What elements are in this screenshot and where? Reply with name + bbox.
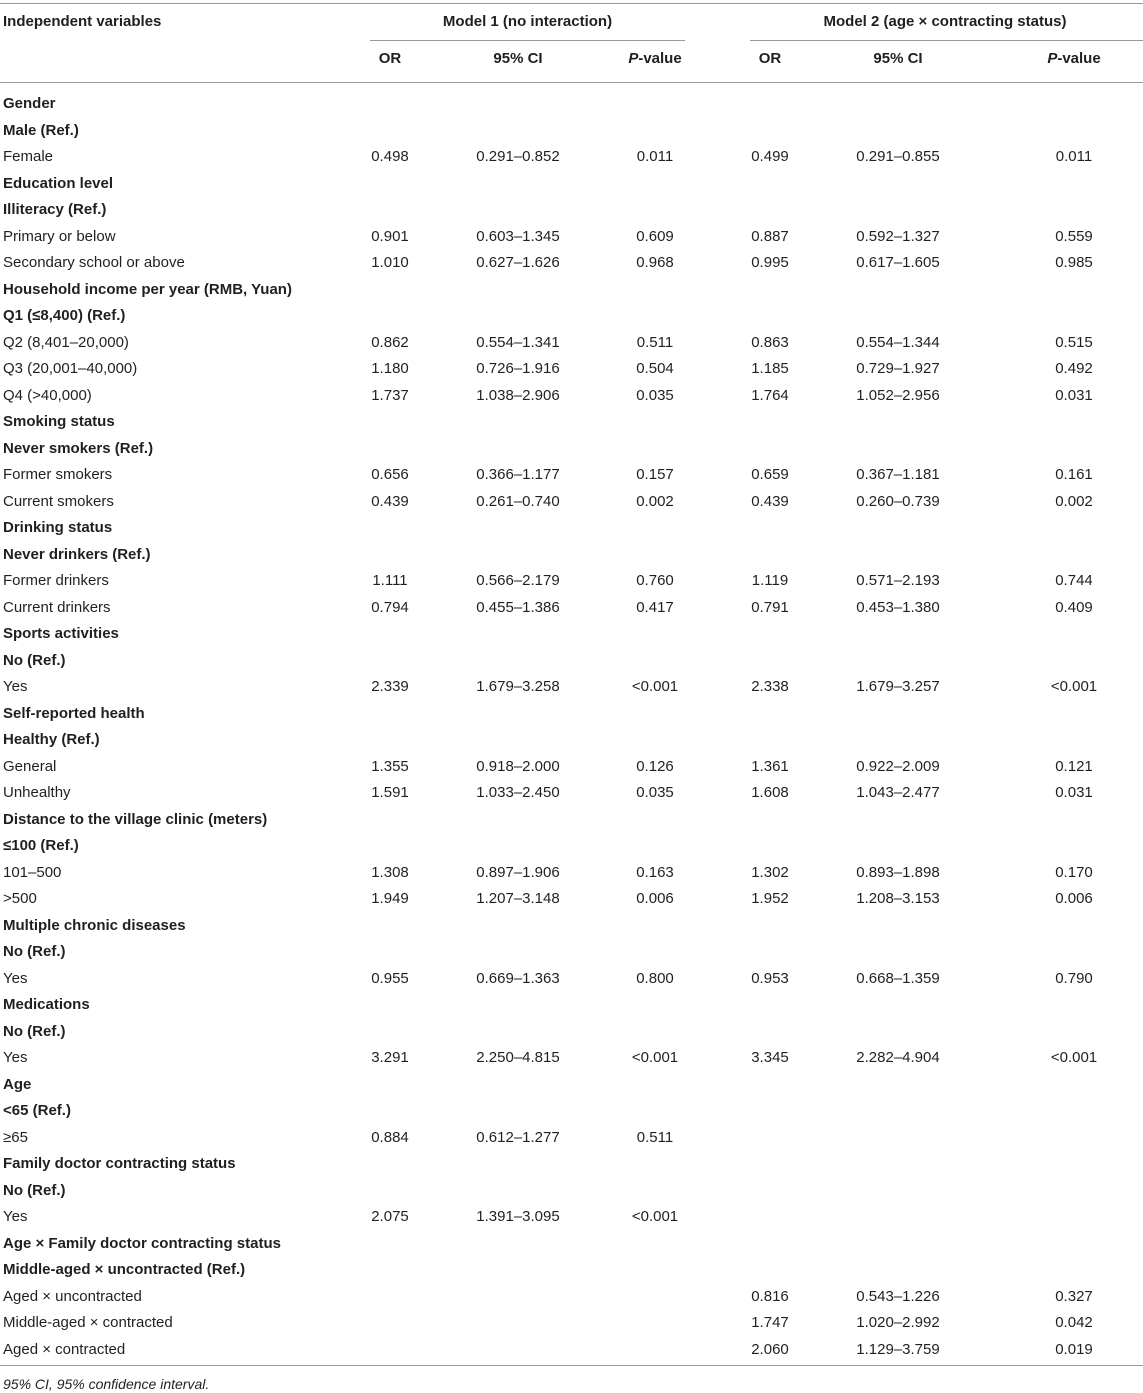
row-label: Yes <box>3 969 28 987</box>
cell-m2-ci: 0.592–1.327 <box>856 227 940 245</box>
cell-m2-or: 1.119 <box>751 572 789 589</box>
table-row <box>0 625 1143 652</box>
table-row <box>0 546 1143 573</box>
cell-m1-ci: 0.366–1.177 <box>476 466 560 483</box>
row-group-label: No (Ref.) <box>3 1022 66 1040</box>
cell-m2-or: 0.995 <box>751 254 789 271</box>
table-row <box>0 201 1143 228</box>
table-row <box>0 175 1143 202</box>
cell-m1-ci: 0.603–1.345 <box>476 227 560 245</box>
cell-m2-ci: 1.129–3.759 <box>856 1340 940 1358</box>
cell-m2-ci: 0.617–1.605 <box>856 254 940 271</box>
row-label: Aged × uncontracted <box>3 1287 142 1305</box>
row-label: ≥65 <box>3 1128 28 1146</box>
table-row <box>0 1288 1143 1315</box>
header-ci-m2: 95% CI <box>873 50 923 67</box>
cell-m2-ci: 0.554–1.344 <box>856 333 940 351</box>
table-row <box>0 1182 1143 1209</box>
cell-m1-p: 0.011 <box>636 148 674 165</box>
cell-m1-p: 0.035 <box>636 386 674 404</box>
cell-m2-or: 1.608 <box>751 784 789 801</box>
row-group-label: Age <box>3 1075 32 1093</box>
cell-m2-or: 1.361 <box>751 757 789 775</box>
cell-m2-or: 0.953 <box>751 969 789 987</box>
cell-m2-or: 0.863 <box>751 333 789 351</box>
cell-m1-or: 1.010 <box>371 254 409 271</box>
cell-m1-ci: 0.566–2.179 <box>476 572 560 589</box>
header-or-m2: OR <box>758 50 782 67</box>
cell-m2-or: 1.747 <box>751 1314 789 1331</box>
cell-m2-or: 1.952 <box>751 890 789 907</box>
row-label: Q2 (8,401–20,000) <box>3 333 129 351</box>
cell-m2-p: <0.001 <box>1050 678 1098 695</box>
cell-m2-or: 0.887 <box>751 227 789 245</box>
cell-m1-or: 1.591 <box>371 784 409 801</box>
row-group-label: No (Ref.) <box>3 651 66 669</box>
row-label: Yes <box>3 678 28 695</box>
cell-m2-or: 0.659 <box>751 466 789 483</box>
header-p-m2: P-value <box>1047 50 1101 67</box>
cell-m1-or: 0.656 <box>371 466 409 483</box>
cell-m2-p: 0.161 <box>1055 466 1093 483</box>
cell-m2-or: 2.338 <box>751 678 789 695</box>
cell-m2-ci: 0.543–1.226 <box>856 1287 940 1305</box>
cell-m1-ci: 0.455–1.386 <box>476 598 560 616</box>
cell-m1-p: <0.001 <box>631 1208 679 1225</box>
table-row <box>0 837 1143 864</box>
cell-m2-ci: 1.043–2.477 <box>856 784 940 801</box>
cell-m1-or: 1.949 <box>371 890 409 907</box>
table-row <box>0 1049 1143 1076</box>
table-row <box>0 678 1143 705</box>
row-group-label: Male (Ref.) <box>3 121 79 139</box>
table-row <box>0 493 1143 520</box>
cell-m1-p: 0.006 <box>636 890 674 907</box>
cell-m1-or: 3.291 <box>371 1049 409 1066</box>
row-group-label: Household income per year (RMB, Yuan) <box>3 280 292 298</box>
cell-m2-p: 0.042 <box>1055 1314 1093 1331</box>
row-group-label: Education level <box>3 174 114 192</box>
cell-m2-p: 0.744 <box>1055 572 1093 589</box>
table-row <box>0 758 1143 785</box>
table-row <box>0 1261 1143 1288</box>
table-row <box>0 122 1143 149</box>
cell-m2-ci: 0.571–2.193 <box>856 572 940 589</box>
row-label: Former smokers <box>3 466 113 483</box>
cell-m2-or: 3.345 <box>751 1049 789 1066</box>
top-rule <box>0 3 1143 4</box>
cell-m2-p: 0.002 <box>1055 492 1093 510</box>
header-model2: Model 2 (age × contracting status) <box>823 13 1067 30</box>
cell-m1-ci: 0.726–1.916 <box>476 360 560 377</box>
row-group-label: Family doctor contracting status <box>3 1155 236 1172</box>
table-row <box>0 784 1143 811</box>
cell-m2-ci: 2.282–4.904 <box>856 1049 940 1066</box>
cell-m1-or: 1.111 <box>372 572 408 589</box>
cell-m2-p: 0.031 <box>1055 386 1093 404</box>
row-group-label: Never smokers (Ref.) <box>3 439 154 457</box>
cell-m2-ci: 0.729–1.927 <box>856 360 940 377</box>
table-row <box>0 917 1143 944</box>
cell-m2-p: <0.001 <box>1050 1049 1098 1066</box>
row-label: Primary or below <box>3 227 116 245</box>
table-row <box>0 1208 1143 1235</box>
row-label: Yes <box>3 1049 28 1066</box>
cell-m2-ci: 0.668–1.359 <box>856 969 940 987</box>
cell-m1-p: 0.968 <box>636 254 674 271</box>
table-row <box>0 413 1143 440</box>
cell-m2-p: 0.011 <box>1055 148 1093 165</box>
cell-m2-p: 0.006 <box>1055 890 1093 907</box>
cell-m1-ci: 0.627–1.626 <box>476 254 560 271</box>
cell-m1-or: 0.884 <box>371 1128 409 1146</box>
cell-m2-or: 0.439 <box>751 492 789 510</box>
cell-m1-or: 1.308 <box>371 863 409 881</box>
row-label: Middle-aged × contracted <box>3 1314 173 1331</box>
cell-m2-ci: 0.291–0.855 <box>856 148 940 165</box>
cell-m1-or: 1.180 <box>371 360 409 377</box>
row-label: Unhealthy <box>3 784 71 801</box>
cell-m1-or: 0.955 <box>371 969 409 987</box>
row-label: Current drinkers <box>3 598 111 616</box>
cell-m1-or: 0.862 <box>371 333 409 351</box>
cell-m1-p: 0.511 <box>636 1128 674 1146</box>
header-or-m1: OR <box>378 50 402 67</box>
cell-m2-or: 0.499 <box>751 148 789 165</box>
cell-m1-p: 0.126 <box>636 757 674 775</box>
row-label: Aged × contracted <box>3 1340 126 1358</box>
row-label: Former drinkers <box>3 572 109 589</box>
cell-m1-ci: 1.207–3.148 <box>476 890 560 907</box>
cell-m1-ci: 0.261–0.740 <box>476 492 560 510</box>
row-group-label: Sports activities <box>3 625 119 642</box>
table-row <box>0 254 1143 281</box>
cell-m1-ci: 2.250–4.815 <box>476 1049 560 1066</box>
cell-m2-p: 0.985 <box>1055 254 1093 271</box>
table-row <box>0 307 1143 334</box>
cell-m2-ci: 0.367–1.181 <box>856 466 940 483</box>
cell-m1-p: 0.035 <box>636 784 674 801</box>
row-group-label: Medications <box>3 996 90 1013</box>
cell-m1-ci: 0.291–0.852 <box>476 148 560 165</box>
cell-m1-or: 0.498 <box>371 148 409 165</box>
cell-m1-ci: 1.038–2.906 <box>476 386 560 404</box>
model2-rule <box>750 40 1143 41</box>
cell-m1-or: 0.794 <box>371 598 409 616</box>
cell-m2-ci: 1.020–2.992 <box>856 1314 940 1331</box>
cell-m1-or: 1.355 <box>371 757 409 775</box>
table-row <box>0 1235 1143 1262</box>
row-group-label: Never drinkers (Ref.) <box>3 545 151 563</box>
cell-m2-ci: 0.922–2.009 <box>856 757 940 775</box>
row-group-label: No (Ref.) <box>3 943 66 960</box>
row-label: Female <box>3 148 54 165</box>
cell-m1-p: 0.504 <box>636 360 674 377</box>
cell-m1-p: 0.417 <box>636 598 674 616</box>
table-row <box>0 148 1143 175</box>
bottom-rule <box>0 1365 1143 1366</box>
row-label: Secondary school or above <box>3 254 185 271</box>
table-row <box>0 943 1143 970</box>
header-model1: Model 1 (no interaction) <box>442 13 613 30</box>
cell-m2-or: 1.185 <box>751 360 789 377</box>
cell-m2-or: 2.060 <box>751 1340 789 1358</box>
table-row <box>0 519 1143 546</box>
cell-m1-ci: 1.391–3.095 <box>476 1208 560 1225</box>
cell-m2-p: 0.559 <box>1055 227 1093 245</box>
row-group-label: Middle-aged × uncontracted (Ref.) <box>3 1261 246 1278</box>
row-group-label: Drinking status <box>3 519 113 536</box>
row-group-label: Multiple chronic diseases <box>3 916 186 934</box>
cell-m2-p: 0.121 <box>1055 757 1093 775</box>
cell-m2-ci: 1.208–3.153 <box>856 890 940 907</box>
table-row <box>0 572 1143 599</box>
row-group-label: ≤100 (Ref.) <box>3 837 79 854</box>
cell-m2-p: 0.327 <box>1055 1287 1093 1305</box>
row-label: >500 <box>3 890 37 907</box>
table-row <box>0 281 1143 308</box>
row-label: 101–500 <box>3 863 62 881</box>
cell-m1-or: 2.339 <box>371 678 409 695</box>
cell-m1-ci: 0.669–1.363 <box>476 969 560 987</box>
model1-rule <box>370 40 685 41</box>
cell-m2-or: 1.764 <box>751 386 789 404</box>
cell-m2-p: 0.019 <box>1055 1340 1093 1358</box>
cell-m1-or: 0.901 <box>371 227 409 245</box>
cell-m1-ci: 0.897–1.906 <box>476 863 560 881</box>
cell-m2-ci: 0.260–0.739 <box>856 492 940 510</box>
row-label: Q4 (>40,000) <box>3 386 92 404</box>
cell-m1-p: 0.609 <box>636 227 674 245</box>
row-group-label: No (Ref.) <box>3 1181 66 1199</box>
cell-m2-p: 0.409 <box>1055 598 1093 616</box>
cell-m2-or: 0.816 <box>751 1287 789 1305</box>
table-row <box>0 1314 1143 1341</box>
table-row <box>0 1076 1143 1103</box>
row-label: Q3 (20,001–40,000) <box>3 360 138 377</box>
cell-m1-ci: 1.679–3.258 <box>476 678 560 695</box>
row-group-label: Age × Family doctor contracting status <box>3 1234 281 1252</box>
table-row <box>0 228 1143 255</box>
cell-m1-ci: 1.033–2.450 <box>476 784 560 801</box>
cell-m1-p: 0.760 <box>636 572 674 589</box>
cell-m1-p: 0.157 <box>636 466 674 483</box>
header-p-m1: P-value <box>628 50 682 67</box>
row-label: Yes <box>3 1208 28 1225</box>
header-ci-m1: 95% CI <box>493 50 543 67</box>
table-row <box>0 334 1143 361</box>
header-independent-variables: Independent variables <box>3 13 162 30</box>
row-group-label: <65 (Ref.) <box>3 1102 71 1119</box>
table-row <box>0 970 1143 997</box>
table-row <box>0 705 1143 732</box>
cell-m1-p: 0.800 <box>636 969 674 987</box>
row-group-label: Healthy (Ref.) <box>3 731 100 748</box>
cell-m2-ci: 0.893–1.898 <box>856 863 940 881</box>
cell-m1-or: 1.737 <box>371 386 409 404</box>
row-label: Current smokers <box>3 492 114 510</box>
table-row <box>0 1155 1143 1182</box>
cell-m2-p: 0.492 <box>1055 360 1093 377</box>
cell-m2-ci: 1.052–2.956 <box>856 386 940 404</box>
row-group-label: Self-reported health <box>3 704 145 722</box>
table-row <box>0 811 1143 838</box>
table-row <box>0 466 1143 493</box>
cell-m1-p: 0.163 <box>636 863 674 881</box>
table-row <box>0 890 1143 917</box>
table-row <box>0 1102 1143 1129</box>
cell-m2-or: 0.791 <box>751 598 789 616</box>
table-row <box>0 731 1143 758</box>
table-row <box>0 1023 1143 1050</box>
cell-m1-ci: 0.918–2.000 <box>476 757 560 775</box>
row-group-label: Q1 (≤8,400) (Ref.) <box>3 307 126 324</box>
table-footnote: 95% CI, 95% confidence interval. <box>3 1376 210 1392</box>
table-row <box>0 599 1143 626</box>
table-row <box>0 864 1143 891</box>
cell-m1-p: 0.511 <box>636 333 674 351</box>
cell-m1-p: <0.001 <box>631 1049 679 1066</box>
cell-m1-or: 2.075 <box>371 1208 409 1225</box>
cell-m1-ci: 0.554–1.341 <box>476 333 560 351</box>
cell-m2-p: 0.515 <box>1055 333 1093 351</box>
row-group-label: Distance to the village clinic (meters) <box>3 810 268 828</box>
table-row <box>0 95 1143 122</box>
table-row <box>0 652 1143 679</box>
cell-m2-p: 0.170 <box>1055 863 1093 881</box>
row-group-label: Gender <box>3 95 56 112</box>
cell-m2-ci: 1.679–3.257 <box>856 678 940 695</box>
cell-m1-or: 0.439 <box>371 492 409 510</box>
table-row <box>0 440 1143 467</box>
cell-m1-ci: 0.612–1.277 <box>476 1128 560 1146</box>
row-label: General <box>3 757 57 775</box>
row-group-label: Illiteracy (Ref.) <box>3 201 107 218</box>
cell-m1-p: <0.001 <box>631 678 679 695</box>
cell-m2-p: 0.031 <box>1055 784 1093 801</box>
table-row <box>0 996 1143 1023</box>
table-row <box>0 360 1143 387</box>
cell-m1-p: 0.002 <box>636 492 674 510</box>
table-row <box>0 1341 1143 1368</box>
table-row <box>0 1129 1143 1156</box>
cell-m2-p: 0.790 <box>1055 969 1093 987</box>
table-row <box>0 387 1143 414</box>
cell-m2-ci: 0.453–1.380 <box>856 598 940 616</box>
header-bottom-rule <box>0 82 1143 83</box>
row-group-label: Smoking status <box>3 413 115 430</box>
cell-m2-or: 1.302 <box>751 863 789 881</box>
